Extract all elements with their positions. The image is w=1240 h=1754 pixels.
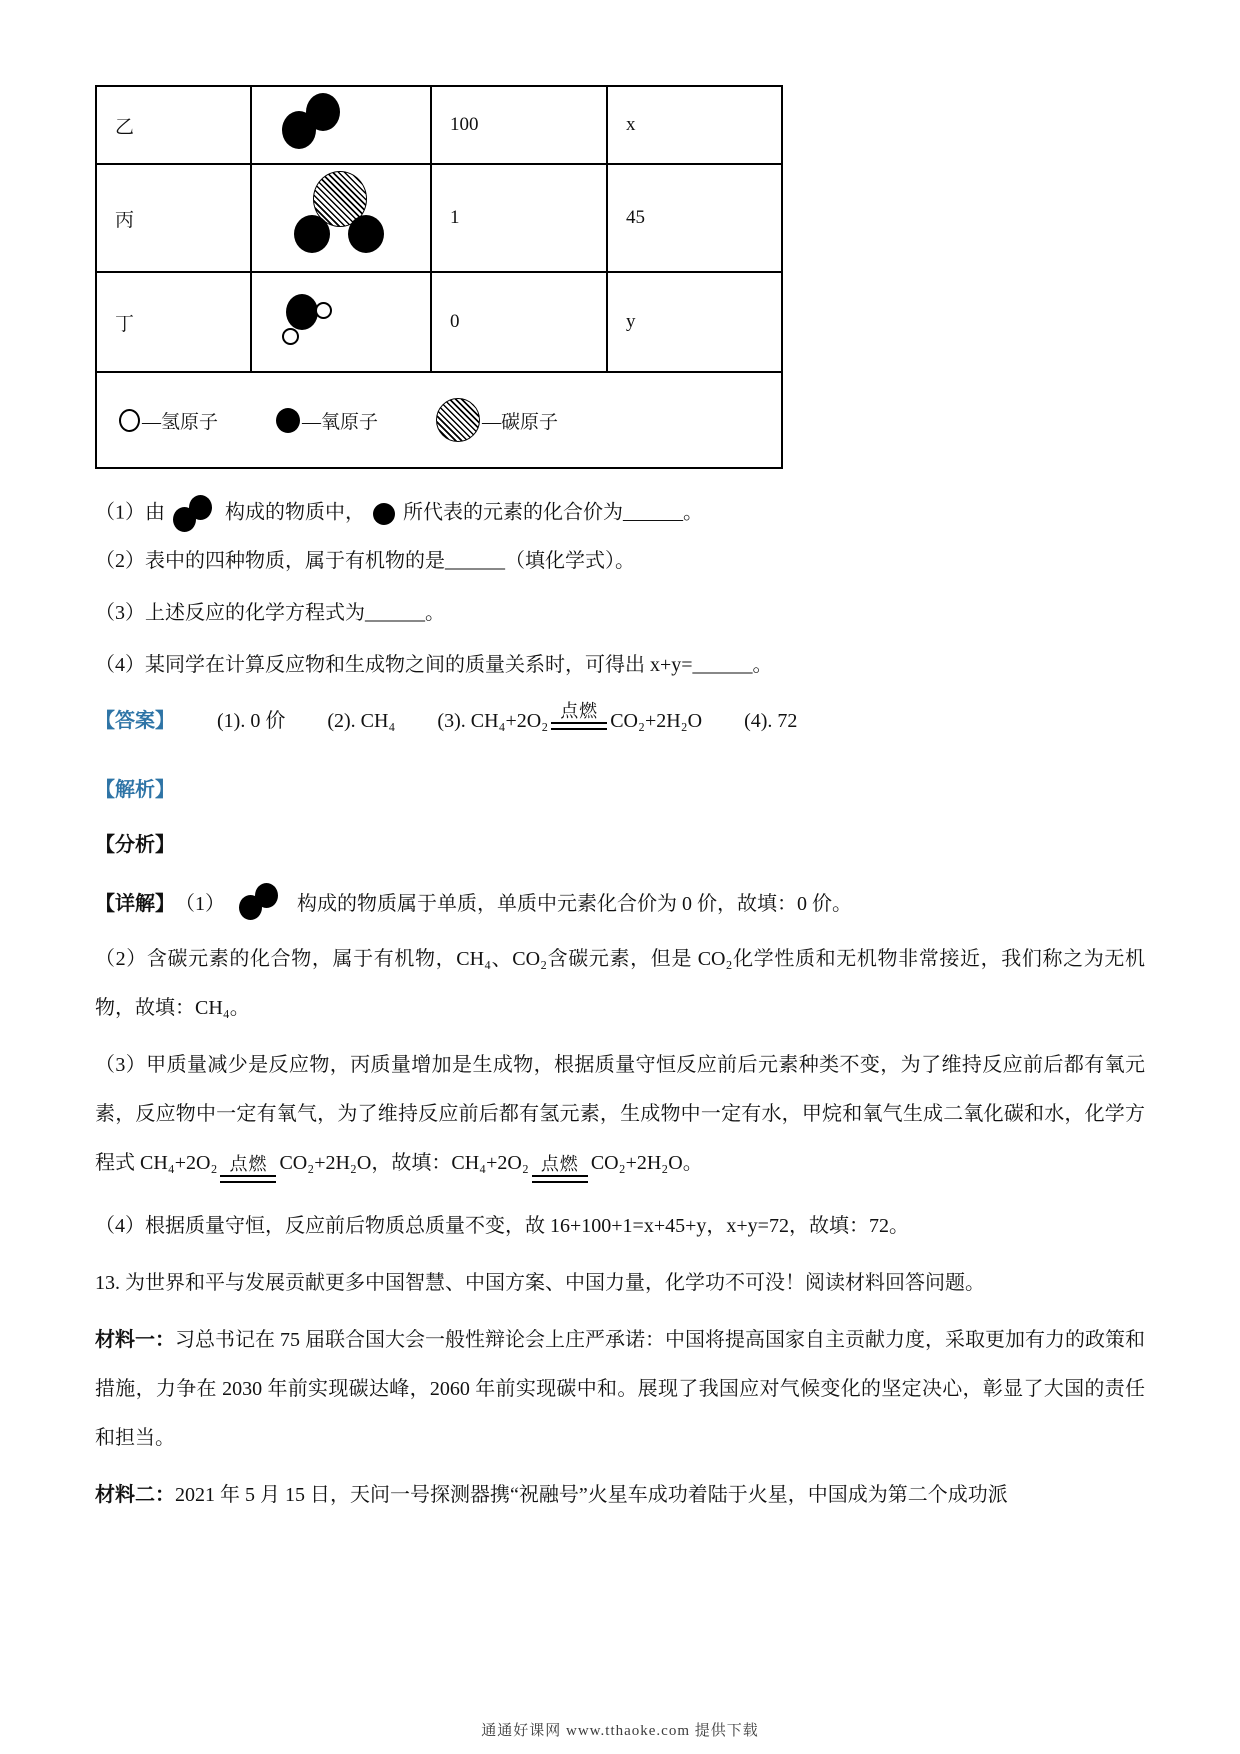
question-13-intro: 13. 为世界和平与发展贡献更多中国智慧、中国方案、中国力量，化学功不可没！阅读材料回答问题。 (95, 1271, 985, 1294)
legend-item-hydrogen (119, 407, 218, 434)
detail-label: 【详解】 (95, 893, 175, 916)
oxygen-molecule-icon (173, 495, 217, 533)
substance-label: 乙 (96, 86, 251, 164)
detail-1-number: （1） (175, 893, 225, 916)
answer-item-3-equation (437, 701, 702, 735)
mass-after-cell: x (607, 86, 782, 164)
answer-item-1: (1). 0 价 (217, 709, 286, 732)
reaction-condition (220, 1154, 276, 1188)
ignite-condition-label: 点燃 (229, 1154, 268, 1174)
answer-item-4: (4). 72 (744, 709, 798, 732)
material-1-label: 材料一： (95, 1328, 175, 1351)
ignite-condition-label: 点燃 (540, 1154, 579, 1174)
question-1-text: 所代表的元素的化合价为______。 (403, 501, 703, 524)
substance-label: 丁 (96, 272, 251, 372)
question-3: （3）上述反应的化学方程式为______。 (95, 602, 445, 624)
legend-label: —碳原子 (482, 411, 559, 433)
question-1-text: 构成的物质中， (225, 501, 365, 524)
water-molecule-icon (282, 290, 340, 348)
detail-1 (95, 883, 1145, 921)
equation-products: CO₂+2H₂O (610, 709, 703, 732)
carbon-dioxide-molecule-icon (294, 171, 386, 259)
mass-after-cell: 45 (607, 164, 782, 272)
carbon-atom-icon (436, 398, 480, 442)
combustion-equation (140, 1139, 371, 1188)
substance-mass-table (95, 85, 783, 469)
legend-item-carbon (436, 398, 558, 442)
equation-products: CO₂+2H₂O (279, 1151, 372, 1174)
detail-3-end: 。 (682, 1151, 703, 1174)
material-2-text: 2021 年 5 月 15 日，天问一号探测器携“祝融号”火星车成功着陆于火星，中国成为第二个成功派 (175, 1483, 1008, 1506)
question-4: （4）某同学在计算反应物和生成物之间的质量关系时，可得出 x+y=______。 (95, 654, 773, 676)
fenxi-label: 【分析】 (95, 833, 175, 856)
detail-3-mid: ，故填： (371, 1151, 452, 1174)
material-1 (95, 1316, 1145, 1463)
question-1-text: （1）由 (95, 501, 165, 524)
material-2 (95, 1471, 1145, 1520)
oxygen-atom-icon (276, 408, 300, 433)
equation-double-line (220, 1175, 276, 1183)
combustion-equation (451, 1139, 682, 1188)
equation-reactants: CH₄+2O₂ (451, 1151, 529, 1174)
mass-before-cell: 100 (431, 86, 607, 164)
water-molecule-diagram (251, 272, 431, 372)
detail-3 (95, 1041, 1145, 1188)
mass-before-cell: 1 (431, 164, 607, 272)
answer-label: 【答案】 (95, 709, 175, 732)
answer-item-2: (2). CH₄ (327, 709, 396, 732)
equation-double-line (532, 1175, 588, 1183)
detail-3-text: （3）甲质量减少是反应物，丙质量增加是生成物，根据质量守恒反应前后元素种类不变，为了维持反应前后都有氧元素，反应物中一定有氧气，为了维持反应前后都有氢元素，生成物中一定有水，甲烷和氧气生成二氧化碳和水，化学方程式 (95, 1053, 1145, 1174)
table-row (96, 272, 782, 372)
question-1 (95, 495, 1145, 533)
equation-reactants: CH₄+2O₂ (140, 1151, 218, 1174)
site-footer: 通通好课网 www.tthaoke.com 提供下载 (481, 1723, 759, 1739)
legend-item-oxygen (276, 407, 378, 434)
reaction-condition (532, 1154, 588, 1188)
table-row (96, 86, 782, 164)
detail-2: （2）含碳元素的化合物，属于有机物，CH₄、CO₂含碳元素，但是 CO₂化学性质和无机物非常接近，我们称之为无机物，故填：CH₄。 (95, 947, 1145, 1019)
substance-label: 丙 (96, 164, 251, 272)
question-2: （2）表中的四种物质，属于有机物的是______（填化学式）。 (95, 550, 635, 572)
mass-after-cell: y (607, 272, 782, 372)
legend-label: —氧原子 (302, 411, 379, 433)
legend-row (96, 372, 782, 468)
material-1-text: 习总书记在 75 届联合国大会一般性辩论会上庄严承诺：中国将提高国家自主贡献力度，采取更加有力的政策和措施，力争在 2030 年前实现碳达峰，2060 年前实现碳中和。展现了我国应对气候变化的坚定决心，彰显了大国的责任和担当。 (95, 1328, 1145, 1449)
table-row (96, 164, 782, 272)
analysis-section-label: 【解析】 (95, 778, 175, 801)
hydrogen-atom-icon (119, 409, 140, 432)
legend-label: —氢原子 (142, 411, 219, 433)
carbon-dioxide-molecule-diagram (251, 164, 431, 272)
equation-number-and-reactants: (3). CH₄+2O₂ (437, 709, 549, 732)
detail-4: （4）根据质量守恒，反应前后物质总质量不变，故 16+100+1=x+45+y，x+y=72，故填：72。 (95, 1214, 909, 1237)
oxygen-molecule-icon (282, 93, 350, 151)
mass-before-cell: 0 (431, 272, 607, 372)
oxygen-molecule-diagram (251, 86, 431, 164)
material-2-label: 材料二： (95, 1483, 175, 1506)
oxygen-atom-icon (373, 503, 395, 525)
oxygen-molecule-icon (239, 883, 283, 921)
ignite-condition-label: 点燃 (560, 701, 599, 721)
equation-products: CO₂+2H₂O (590, 1151, 683, 1174)
detail-1-text: 构成的物质属于单质，单质中元素化合价为 0 价，故填：0 价。 (297, 893, 852, 916)
equation-double-line (551, 722, 607, 730)
answer-line (95, 701, 1145, 735)
reaction-condition (551, 701, 607, 735)
